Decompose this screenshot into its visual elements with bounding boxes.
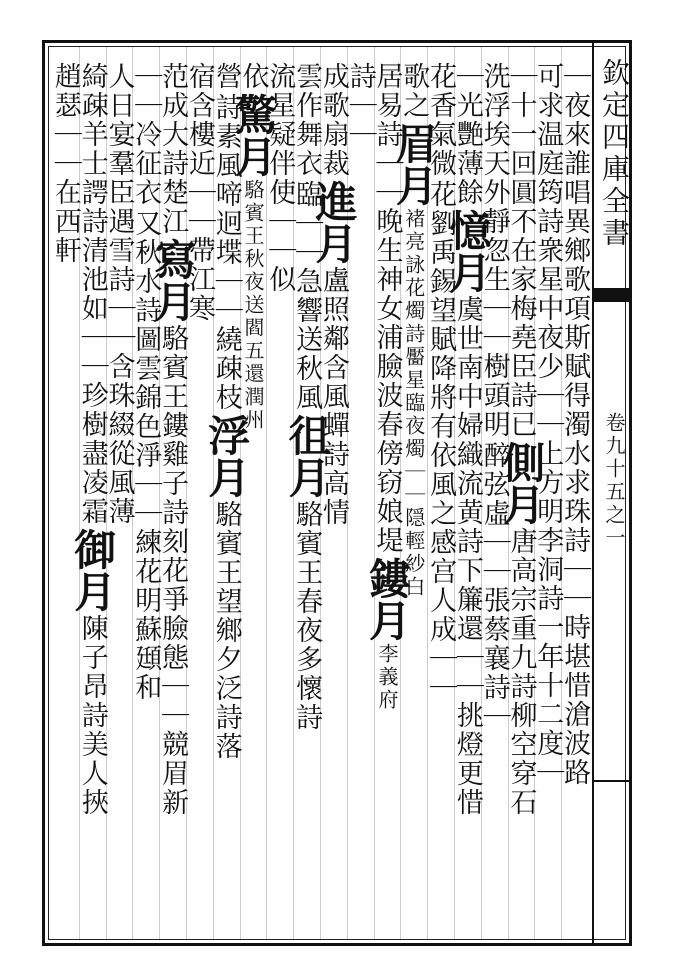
column-divider [374, 46, 375, 940]
column-text: 趙瑟｜｜在西軒 [49, 62, 81, 265]
column-text: 醉弦虛｜｜張蔡襄詩｜ [478, 441, 510, 731]
column-text: ｜光艷薄餘 [451, 62, 483, 207]
column-text: 可求温庭筠詩衆星中夜少｜｜上方明李洞詩一年十二度｜ [532, 62, 564, 787]
column-text: 駱賓王鏤雞子詩刻花爭臉態｜｜競眉新 [157, 324, 189, 817]
fish-tail-band [592, 288, 632, 302]
entry-heading: 驚月 [229, 93, 278, 177]
column-text: 虞世南中婦織流黄詩下簾還｜｜挑燈更惜 [451, 295, 483, 817]
entry-heading: 御月 [68, 528, 118, 612]
column-text: 宿含樓近｜｜帶江寒 [183, 62, 215, 323]
column-text: 人日宴羣臣遇雪詩｜｜含珠綴從風薄 [103, 62, 135, 526]
entry-heading: 浮月 [202, 414, 252, 498]
column-text: 居易詩｜｜晚生神女浦臉波春傍窃娘堤 [371, 62, 403, 555]
column-text: 綺疎羊士諤詩清池如｜｜珍樹盡凌霜 [76, 62, 108, 526]
column-text: 陳子昂詩美人挾 [76, 614, 108, 817]
column-text: 范成大詩楚江 [157, 62, 189, 236]
entry-heading: 側月 [497, 441, 546, 525]
entry-heading: 鏤月 [363, 557, 412, 641]
column-text: 臨｜｜急響送秋風 [291, 180, 323, 412]
entry-heading: 進月 [309, 180, 359, 264]
column-text: 成歌扇裁 [317, 62, 349, 178]
entry-heading: 寫月 [148, 238, 198, 322]
column-text: 雲作舞衣 [291, 62, 323, 178]
entry-heading: 徂月 [282, 414, 332, 498]
margin-rule-bottom [592, 780, 632, 782]
column-text: 褚亮詠花燭詩靨星臨夜燭｜｜隠輕紗白 [401, 208, 426, 599]
column-text: 流星疑伴使｜｜似 [264, 62, 296, 294]
column-text: 李義府 [375, 643, 399, 712]
column-text: ｜十一回圓不在家梅堯臣詩已 [505, 62, 537, 439]
margin-juan-number: 卷九十五之一 [602, 412, 626, 550]
column-text: 花劉禹錫望賦降將有依風之感宫人成｜｜ [425, 180, 457, 702]
column-text: 唐高宗重九詩柳空穿石 [505, 527, 537, 817]
column-text: 花香氣微 [425, 62, 457, 178]
column-text: 營 [210, 62, 242, 91]
column-divider [266, 46, 267, 940]
column-text: 又秋水詩圖雲錦色淨｜｜練花明蘇頲和 [130, 209, 162, 702]
column-text: 駱賓王春夜多懷詩 [291, 500, 323, 732]
column-text: 駱賓王望鄉夕泛詩落 [210, 500, 242, 761]
column-text: 駱賓王秋夜送閻五還潤州 [241, 179, 265, 432]
margin-book-title: 欽定四庫全書 [598, 58, 631, 250]
column-text: 依 [237, 62, 269, 91]
column-text: 洗浮埃天外靜忽生｜｜樹頭明 [478, 62, 510, 439]
entry-heading: 憶月 [443, 209, 493, 293]
column-text: ｜夜來誰唱異鄉歌項斯賦得濁水求珠詩｜｜時堪惜滄波路 [559, 62, 591, 787]
column-text: ｜｜冷征衣 [130, 62, 162, 207]
entry-heading: 眉月 [389, 122, 439, 206]
column-text: 詩｜｜ [344, 62, 376, 149]
column-text: 歌之 [398, 62, 430, 120]
column-text: 詩素風啼迥堞｜｜繞疎枝 [210, 93, 242, 412]
column-text: 盧照鄰含風蟬詩高情 [317, 266, 349, 527]
